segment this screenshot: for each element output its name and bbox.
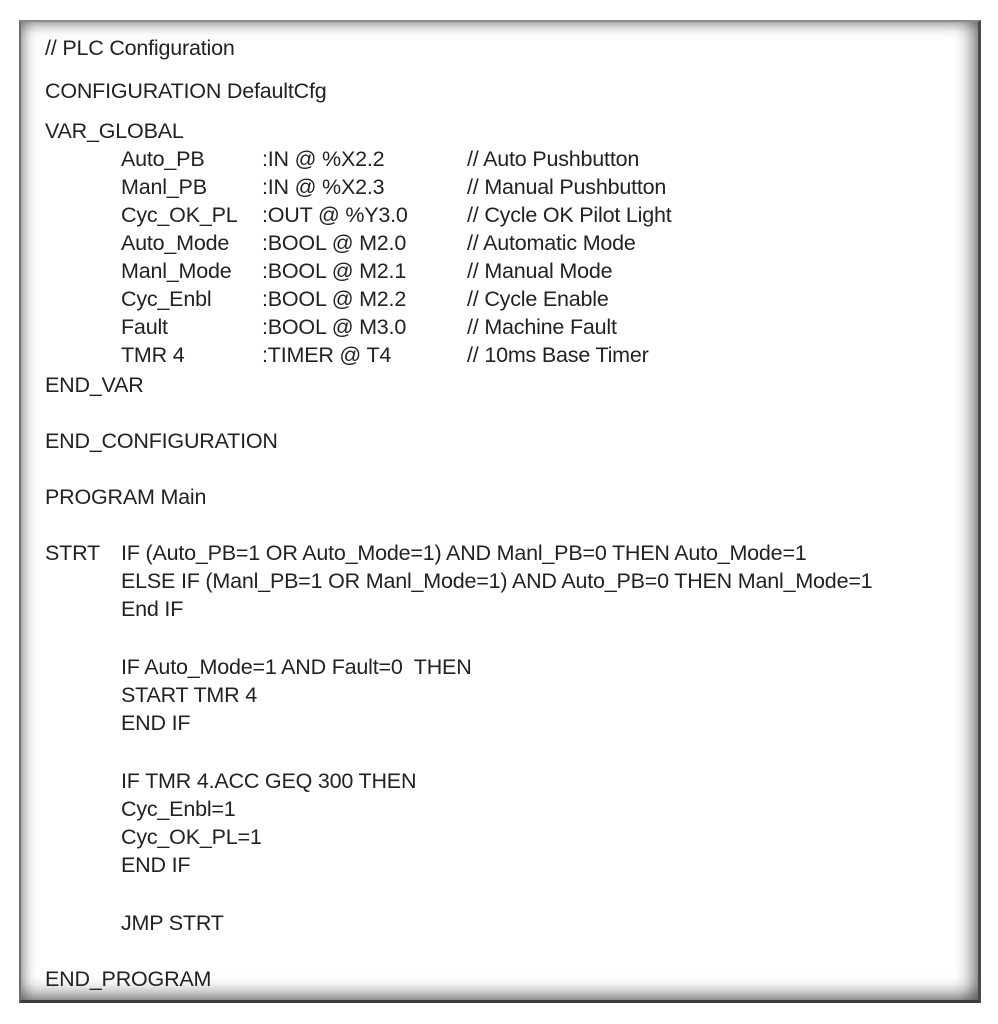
variable-name: TMR 4: [121, 343, 185, 367]
code-line-if-auto: IF (Auto_PB=1 OR Auto_Mode=1) AND Manl_PB=0 THEN Auto_Mode=1: [121, 541, 807, 565]
variable-comment: // Manual Pushbutton: [467, 175, 667, 199]
end-var-keyword: END_VAR: [45, 373, 144, 397]
variable-comment: // Cycle Enable: [467, 287, 609, 311]
variable-type: :BOOL @ M2.0: [262, 231, 407, 255]
variable-comment: // Cycle OK Pilot Light: [467, 203, 672, 227]
variable-type: :BOOL @ M2.1: [262, 259, 407, 283]
code-line-else-if-manl: ELSE IF (Manl_PB=1 OR Manl_Mode=1) AND Auto_PB=0 THEN Manl_Mode=1: [121, 569, 873, 593]
code-line-set-cyc-enbl: Cyc_Enbl=1: [121, 797, 236, 821]
variable-comment: // Manual Mode: [467, 259, 613, 283]
variable-name: Manl_PB: [121, 175, 207, 199]
end-configuration-keyword: END_CONFIGURATION: [45, 429, 278, 453]
code-line-end-if-3: END IF: [121, 853, 191, 877]
variable-name: Manl_Mode: [121, 259, 232, 283]
code-line-start-tmr: START TMR 4: [121, 683, 257, 707]
code-line-jmp: JMP STRT: [121, 911, 224, 935]
variable-comment: // Automatic Mode: [467, 231, 636, 255]
variable-type: :IN @ %X2.3: [262, 175, 385, 199]
code-line-if-auto-fault: IF Auto_Mode=1 AND Fault=0 THEN: [121, 655, 472, 679]
variable-type: :BOOL @ M2.2: [262, 287, 407, 311]
code-line-end-if-1: End IF: [121, 597, 184, 621]
code-line-end-if-2: END IF: [121, 711, 191, 735]
variable-comment: // 10ms Base Timer: [467, 343, 649, 367]
var-global-keyword: VAR_GLOBAL: [45, 119, 184, 143]
end-program-keyword: END_PROGRAM: [45, 967, 212, 991]
variable-type: :BOOL @ M3.0: [262, 315, 407, 339]
code-line-set-cyc-ok: Cyc_OK_PL=1: [121, 825, 262, 849]
variable-comment: // Machine Fault: [467, 315, 617, 339]
variable-type: :TIMER @ T4: [262, 343, 392, 367]
configuration-declaration: CONFIGURATION DefaultCfg: [45, 79, 327, 103]
variable-name: Fault: [121, 315, 168, 339]
variable-name: Cyc_Enbl: [121, 287, 212, 311]
variable-type: :OUT @ %Y3.0: [262, 203, 408, 227]
variable-type: :IN @ %X2.2: [262, 147, 385, 171]
variable-name: Cyc_OK_PL: [121, 203, 238, 227]
header-comment: // PLC Configuration: [45, 36, 235, 60]
code-line-if-tmr: IF TMR 4.ACC GEQ 300 THEN: [121, 769, 417, 793]
variable-name: Auto_PB: [121, 147, 205, 171]
program-declaration: PROGRAM Main: [45, 485, 207, 509]
variable-comment: // Auto Pushbutton: [467, 147, 640, 171]
variable-name: Auto_Mode: [121, 231, 230, 255]
label-strt: STRT: [45, 541, 100, 565]
